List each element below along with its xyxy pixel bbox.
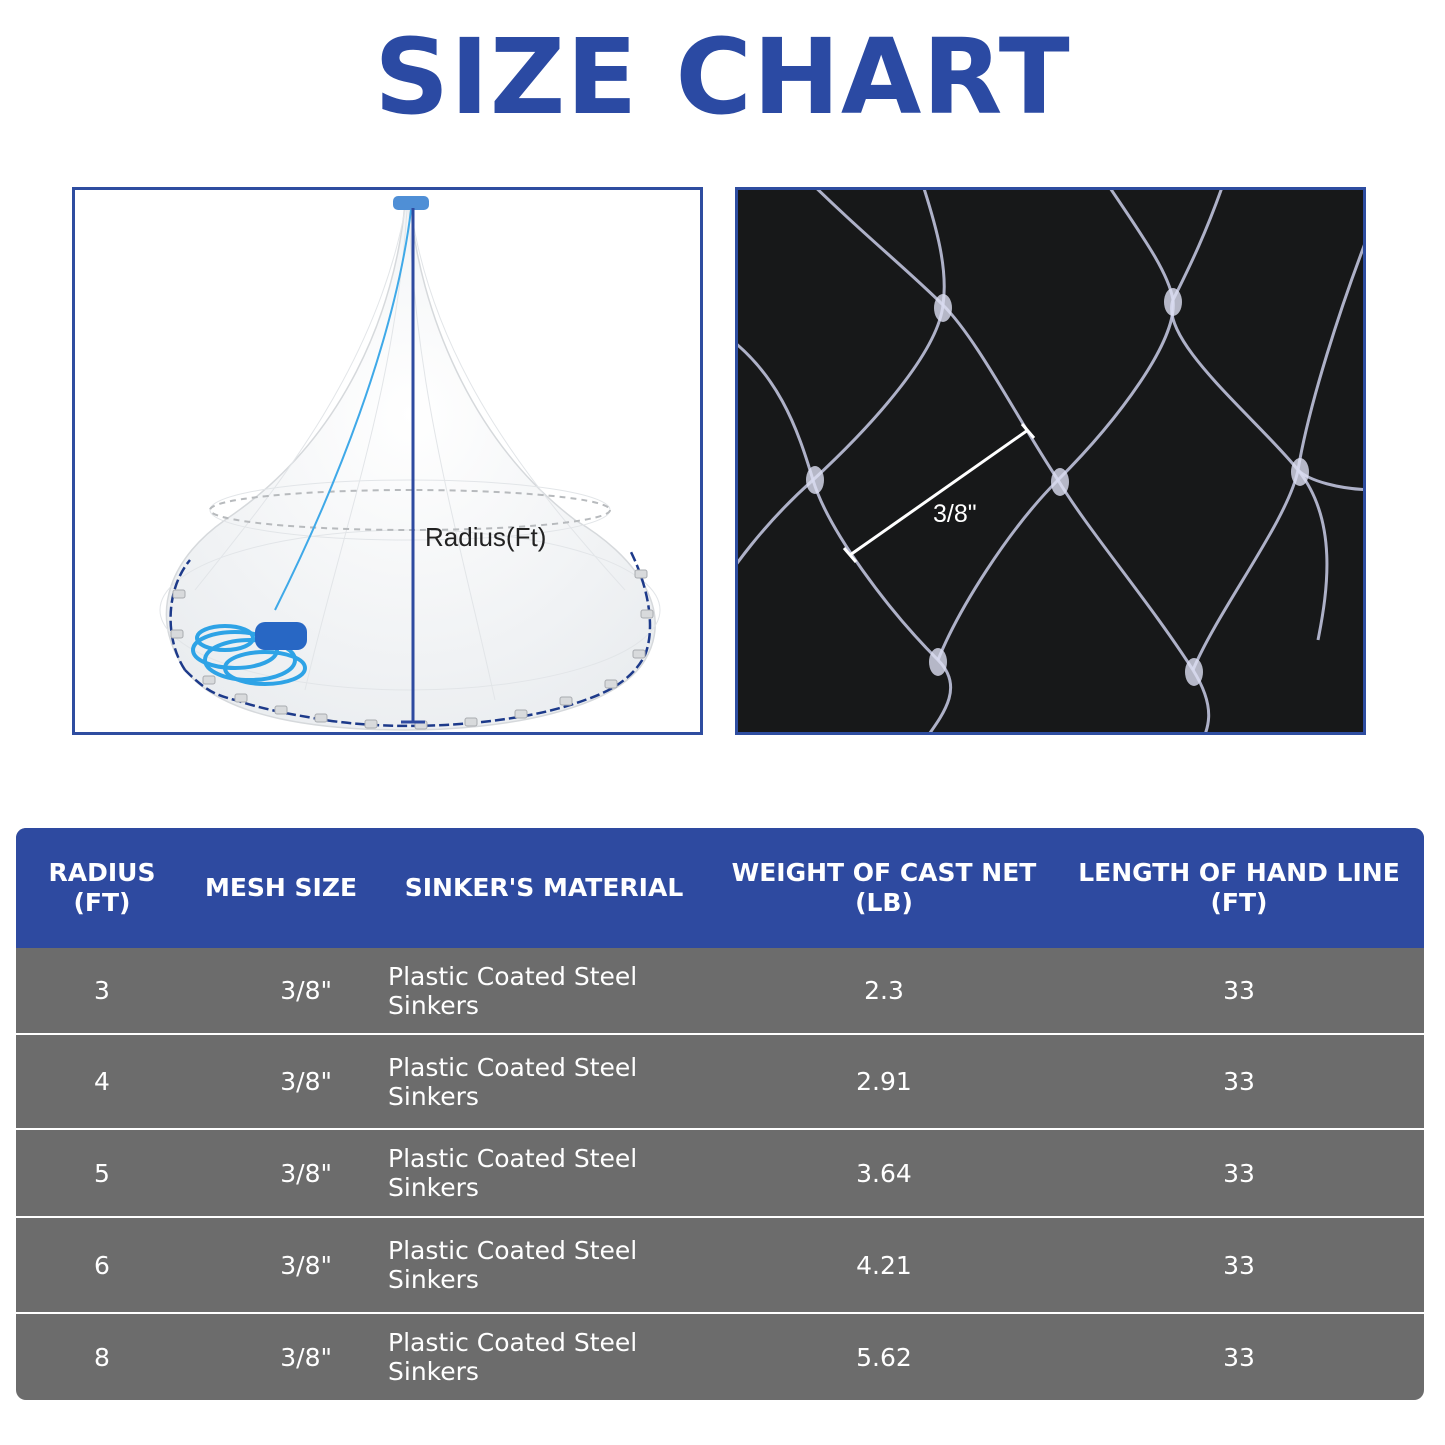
cell-sinker-material: Plastic Coated Steel Sinkers: [388, 1052, 638, 1111]
cell-weight: 3.64: [856, 1158, 912, 1188]
cell-radius: 3: [94, 976, 110, 1005]
cell-hand-line: 33: [1223, 1342, 1255, 1372]
header-hand-line-length: LENGTH OF HAND LINE (FT): [1078, 858, 1400, 917]
mesh-closeup-panel: [735, 187, 1366, 735]
table-row: [16, 1218, 1424, 1314]
table-row: [16, 1035, 1424, 1130]
cell-hand-line: 33: [1223, 1067, 1255, 1096]
cell-radius: 6: [94, 1250, 110, 1280]
cell-mesh-size: 3/8": [280, 976, 332, 1005]
mesh-closeup-illustration: [738, 190, 1363, 732]
cell-weight: 2.91: [856, 1067, 912, 1096]
header-mesh-size: MESH SIZE: [204, 873, 358, 902]
cell-weight: 2.3: [864, 976, 904, 1005]
cell-sinker-material: Plastic Coated Steel Sinkers: [388, 1236, 638, 1294]
cell-radius: 4: [94, 1067, 110, 1096]
cell-hand-line: 33: [1223, 976, 1255, 1005]
header-radius: RADIUS (FT): [48, 858, 156, 917]
cast-net-image-panel: [72, 187, 703, 735]
cell-hand-line: 33: [1223, 1250, 1255, 1280]
cell-hand-line: 33: [1223, 1158, 1255, 1188]
mesh-size-label: 3/8": [933, 500, 977, 528]
page-title: SIZE CHART: [374, 16, 1071, 138]
cell-weight: 4.21: [856, 1250, 912, 1280]
cast-net-illustration: [75, 190, 700, 732]
table-row: [16, 1130, 1424, 1218]
table-row: [16, 1314, 1424, 1400]
cell-mesh-size: 3/8": [280, 1067, 332, 1096]
cell-mesh-size: 3/8": [280, 1250, 332, 1280]
cell-sinker-material: Plastic Coated Steel Sinkers: [388, 961, 638, 1020]
cell-weight: 5.62: [856, 1342, 912, 1372]
cell-radius: 8: [94, 1342, 110, 1372]
radius-label: Radius(Ft): [425, 522, 547, 552]
header-weight: WEIGHT OF CAST NET (LB): [731, 858, 1037, 917]
size-table: [16, 828, 1424, 1400]
header-sinker-material: SINKER'S MATERIAL: [404, 873, 684, 902]
cell-mesh-size: 3/8": [280, 1158, 332, 1188]
cell-sinker-material: Plastic Coated Steel Sinkers: [388, 1328, 638, 1386]
cell-sinker-material: Plastic Coated Steel Sinkers: [388, 1144, 638, 1202]
cell-radius: 5: [94, 1158, 110, 1188]
table-row: [16, 948, 1424, 1035]
cell-mesh-size: 3/8": [280, 1342, 332, 1372]
table-header: [16, 828, 1424, 948]
